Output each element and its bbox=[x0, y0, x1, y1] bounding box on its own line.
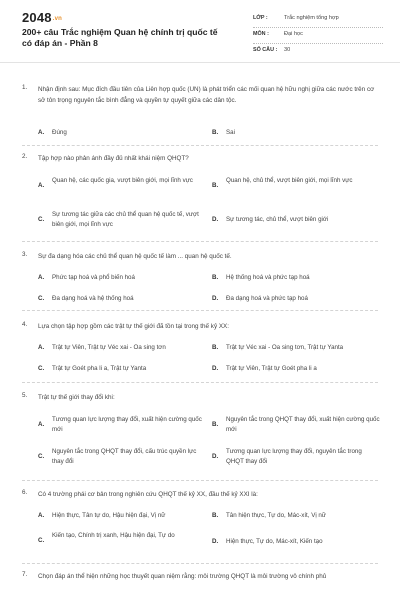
question-text: Trật tự thế giới thay đổi khi: bbox=[38, 394, 115, 401]
option-text: Trật tự Viên, Trật tự Goét pha li a bbox=[226, 365, 317, 372]
option-letter: A. bbox=[38, 421, 45, 428]
question-text: Nhận định sau: Mục đích đầu tiên của Liên hợp quốc (UN) là phát triển các mối quan hệ hữu nghị giữa các nước trên cơ sở tôn trọng nguyên tắc bình đẳng và quyền tự quyết giữa các dân tộc. bbox=[38, 86, 375, 105]
option-text: Sự tương tác giữa các chủ thể quan hệ quốc tế, vượt biên giới, mọi lĩnh vực bbox=[52, 211, 199, 228]
question-number: 7. bbox=[22, 571, 28, 578]
option-letter: A. bbox=[38, 274, 45, 281]
meta-value: Trắc nghiệm tổng hợp bbox=[284, 15, 339, 21]
option-text: Trật tự Véc xai - Oa sing tơn, Trật tự Yanta bbox=[226, 344, 344, 351]
question-divider bbox=[22, 310, 378, 311]
option-letter: A. bbox=[38, 512, 45, 519]
option-text: Nguyên tắc trong QHQT thay đổi, cấu trúc quyền lực thay đổi bbox=[52, 448, 197, 465]
question-number: 2. bbox=[22, 153, 28, 160]
option-letter: C. bbox=[38, 365, 45, 372]
question-text: Có 4 trường phái cơ bản trong nghiên cứu QHQT thế kỷ XX, đầu thế kỷ XXI là: bbox=[38, 491, 258, 498]
option-letter: A. bbox=[38, 182, 45, 189]
option-letter: A. bbox=[38, 344, 45, 351]
option-letter: C. bbox=[38, 216, 45, 223]
document-header bbox=[0, 0, 400, 63]
meta-row-subject bbox=[253, 28, 383, 44]
option-letter: A. bbox=[38, 129, 45, 136]
option-letter: B. bbox=[212, 274, 219, 281]
option-letter: D. bbox=[212, 453, 219, 460]
option-letter: D. bbox=[212, 365, 219, 372]
option-letter: B. bbox=[212, 344, 219, 351]
answer-option-c[interactable] bbox=[38, 210, 203, 230]
option-text: Kiến tạo, Chính trị xanh, Hậu hiện đại, Tự do bbox=[52, 532, 175, 539]
answer-option-a[interactable] bbox=[38, 415, 203, 435]
option-letter: D. bbox=[212, 538, 219, 545]
option-letter: D. bbox=[212, 216, 219, 223]
option-text: Đa dạng hoá và phức tạp hoá bbox=[226, 295, 308, 302]
option-text: Tương quan lực lượng thay đổi, xuất hiện cường quốc mới bbox=[52, 416, 202, 433]
option-letter: C. bbox=[38, 453, 45, 460]
logo-suffix: .vn bbox=[52, 15, 63, 22]
document-meta bbox=[253, 12, 383, 59]
option-text: Tân hiện thực, Tự do, Mác-xít, Vị nữ bbox=[226, 512, 327, 519]
question-text: Tập hợp nào phản ánh đầy đủ nhất khái niệm QHQT? bbox=[38, 155, 189, 162]
option-text: Hệ thống hoá và phức tạp hoá bbox=[226, 274, 310, 281]
option-text: Sự tương tác, chủ thể, vượt biên giới bbox=[226, 216, 329, 223]
question-text: Chọn đáp án thể hiện những học thuyết quan niệm rằng: môi trường QHQT là môi trường vô chính phủ bbox=[38, 573, 327, 580]
option-text: Đa dạng hoá và hệ thống hoá bbox=[52, 295, 134, 302]
option-text: Tương quan lực lượng thay đổi, nguyên tắc trong QHQT thay đổi bbox=[226, 448, 362, 465]
option-text: Đúng bbox=[52, 129, 67, 136]
meta-value: Đại học bbox=[284, 31, 303, 37]
option-text: Quan hệ, chủ thể, vượt biên giới, mọi lĩnh vực bbox=[226, 177, 353, 184]
answer-option-c[interactable] bbox=[38, 447, 203, 467]
option-text: Trật tự Viên, Trật tự Véc xai - Oa sing tơn bbox=[52, 344, 166, 351]
answer-option-b[interactable] bbox=[212, 176, 377, 196]
option-text: Hiện thực, Tân tự do, Hậu hiện đại, Vị nữ bbox=[52, 512, 166, 519]
option-letter: C. bbox=[38, 537, 45, 544]
site-logo[interactable] bbox=[22, 10, 62, 25]
option-text: Phức tạp hoá và phổ biến hoá bbox=[52, 274, 135, 281]
option-letter: B. bbox=[212, 129, 219, 136]
meta-label: MÔN : bbox=[253, 31, 269, 37]
option-text: Sai bbox=[226, 129, 235, 136]
option-text: Nguyên tắc trong QHQT thay đổi, xuất hiện cường quốc mới bbox=[226, 416, 380, 433]
question-number: 6. bbox=[22, 489, 28, 496]
option-letter: B. bbox=[212, 512, 219, 519]
question-text: Lựa chọn tập hợp gồm các trật tự thế giới đã tồn tại trong thế kỷ XX: bbox=[38, 323, 230, 330]
question-number: 4. bbox=[22, 321, 28, 328]
meta-row-class bbox=[253, 12, 383, 28]
logo-text: 2048 bbox=[22, 10, 52, 25]
option-letter: B. bbox=[212, 421, 219, 428]
option-letter: C. bbox=[38, 295, 45, 302]
question-text: Sự đa dạng hóa các chủ thể quan hệ quốc tế làm ... quan hệ quốc tế. bbox=[38, 253, 232, 260]
option-letter: B. bbox=[212, 182, 219, 189]
meta-row-count bbox=[253, 44, 383, 59]
question-divider bbox=[22, 563, 378, 564]
option-letter: D. bbox=[212, 295, 219, 302]
option-text: Hiện thực, Tự do, Mác-xít, Kiến tạo bbox=[226, 538, 323, 545]
answer-option-b[interactable] bbox=[212, 415, 380, 435]
answer-option-c[interactable] bbox=[38, 531, 203, 551]
meta-label: LỚP : bbox=[253, 15, 268, 21]
option-text: Trật tự Goét pha li a, Trật tự Yanta bbox=[52, 365, 147, 372]
question-number: 1. bbox=[22, 84, 28, 91]
answer-option-d[interactable] bbox=[212, 447, 377, 467]
meta-value: 30 bbox=[284, 47, 291, 53]
question-number: 3. bbox=[22, 251, 28, 258]
question-divider bbox=[22, 480, 378, 481]
question-divider bbox=[22, 145, 378, 146]
answer-option-a[interactable] bbox=[38, 176, 203, 196]
question-divider bbox=[22, 241, 378, 242]
question-divider bbox=[22, 382, 378, 383]
option-text: Quan hệ, các quốc gia, vượt biên giới, mọi lĩnh vực bbox=[52, 177, 193, 184]
page-title: 200+ câu Trắc nghiệm Quan hệ chính trị quốc tế có đáp án - Phần 8 bbox=[22, 27, 218, 48]
meta-label: SỐ CÂU : bbox=[253, 47, 278, 53]
question-number: 5. bbox=[22, 392, 28, 399]
